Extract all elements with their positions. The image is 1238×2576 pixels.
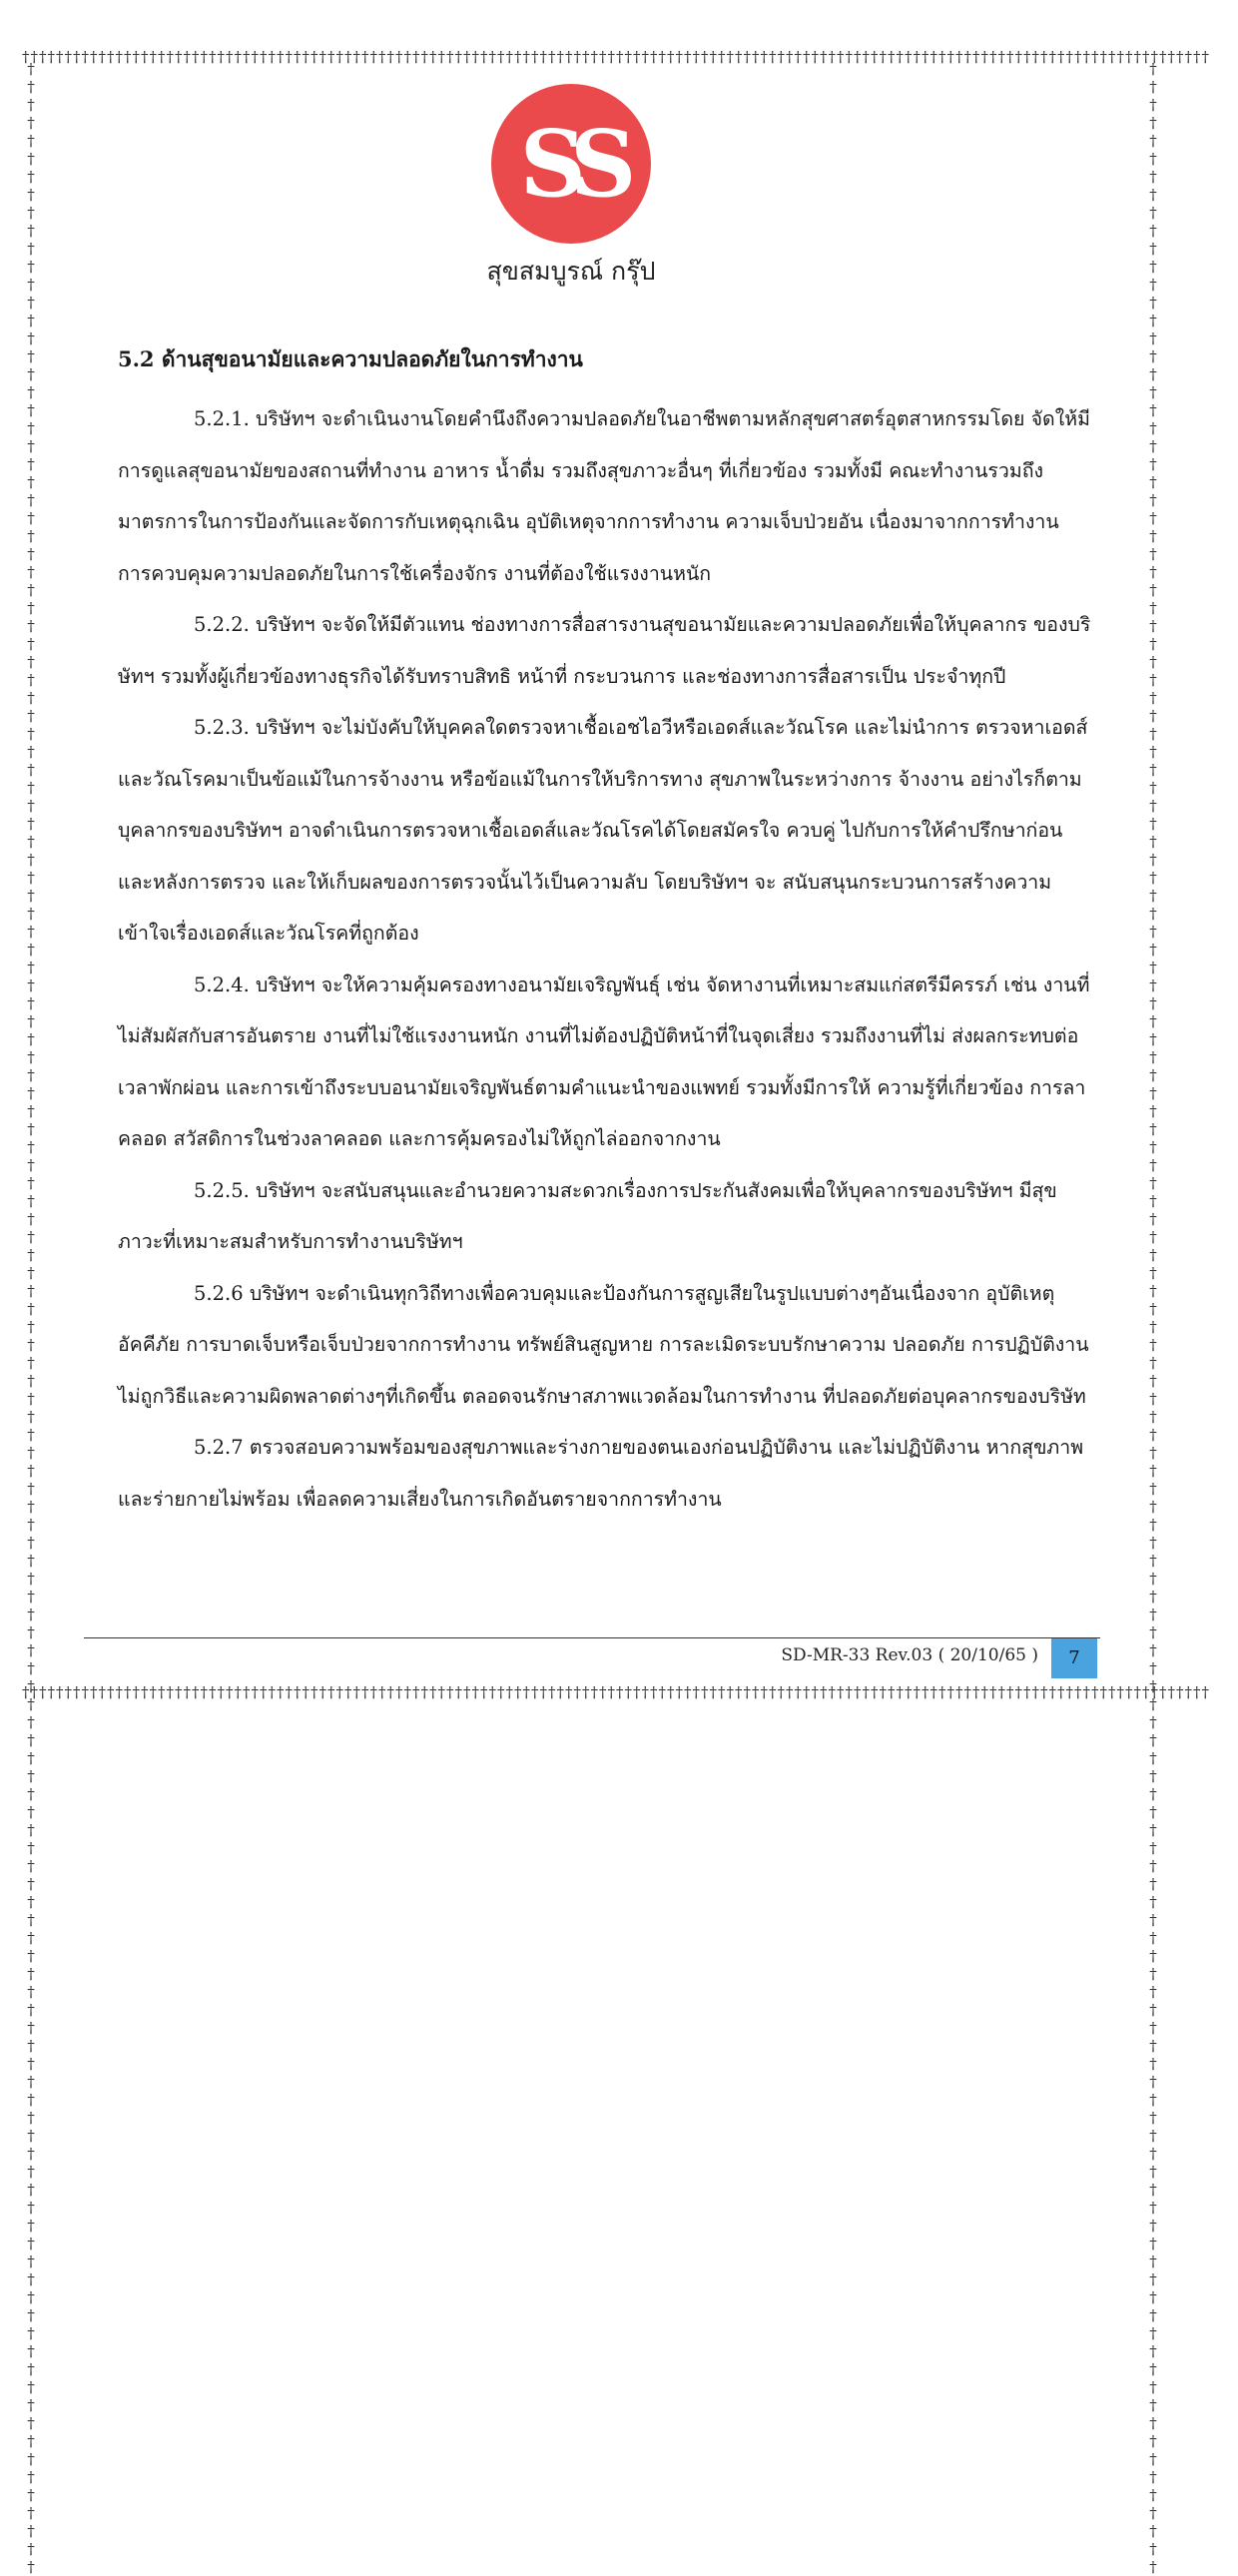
- paragraph-5-2-4: [118, 960, 1091, 1165]
- paragraph-number: 5.2.1.: [194, 407, 250, 430]
- page-number: 7: [1051, 1638, 1097, 1678]
- paragraph-5-2-5: [118, 1165, 1091, 1268]
- document-body: [118, 339, 1091, 1525]
- company-name: สุขสมบูรณ์ กรุ๊ป: [486, 257, 656, 286]
- paragraph-number: 5.2.3.: [194, 716, 250, 739]
- paragraph-5-2-3: [118, 702, 1091, 960]
- paragraph-number: 5.2.4.: [194, 972, 250, 996]
- paragraph-5-2-7: [118, 1422, 1091, 1525]
- paragraph-text: บริษัทฯ จะดำเนินงานโดยคำนึงถึงความปลอดภัยในอาชีพตามหลักสุขศาสตร์อุตสาหกรรมโดย จัดให้มีการดูแลสุขอนามัยของสถานที่ทำงาน อาหาร น้ำดื่ม รวมถึงสุขภาวะอื่นๆ ที่เกี่ยวข้อง รวมทั้งมี คณะทำงานรวมถึงมาตรการในการป้องกันและจัดการกับเหตุฉุกเฉิน อุบัติเหตุจากการทำงาน ความเจ็บป่วยอัน เนื่องมาจากการทำงานการควบคุมความปลอดภัยในการใช้เครื่องจักร งานที่ต้องใช้แรงงานหนัก: [118, 407, 1090, 585]
- paragraph-text: บริษัทฯ จะจัดให้มีตัวแทน ช่องทางการสื่อสารงานสุขอนามัยและความปลอดภัยเพื่อให้บุคลากร ของบริษัทฯ รวมทั้งผู้เกี่ยวข้องทางธุรกิจได้รับทราบสิทธิ หน้าที่ กระบวนการ และช่องทางการสื่อสารเป็น ประจำทุกปี: [118, 613, 1091, 688]
- paragraph-text: บริษัทฯ จะดำเนินทุกวิถีทางเพื่อควบคุมและป้องกันการสูญเสียในรูปแบบต่างๆอันเนื่องจาก อุบัติเหตุ อัคคีภัย การบาดเจ็บหรือเจ็บป่วยจากการทำงาน ทรัพย์สินสูญหาย การละเมิดระบบรักษาความ ปลอดภัย การปฏิบัติงานไม่ถูกวิธีและความผิดพลาดต่างๆที่เกิดขึ้น ตลอดจนรักษาสภาพแวดล้อมในการทำงาน ที่ปลอดภัยต่อบุคลากรของบริษัท: [118, 1281, 1089, 1408]
- paragraph-text: ตรวจสอบความพร้อมของสุขภาพและร่างกายของตนเองก่อนปฏิบัติงาน และไม่ปฏิบัติงาน หากสุขภาพและร่ายกายไม่พร้อม เพื่อลดความเสี่ยงในการเกิดอันตรายจากการทำงาน: [118, 1436, 1084, 1511]
- paragraph-number: 5.2.7: [194, 1436, 244, 1459]
- company-logo-icon: [489, 82, 653, 246]
- page-border-top: ††††††††††††††††††††††††††††††††††††††††††††††††††††††††††††††††††††††††††††††††††††††††††††††††††††††††††††††††††††††††††††††††††††††††††††: [22, 48, 1210, 66]
- paragraph-number: 5.2.6: [194, 1281, 244, 1305]
- document-code: SD-MR-33 Rev.03 ( 20/10/65 ): [781, 1645, 1038, 1665]
- paragraph-5-2-2: [118, 599, 1091, 702]
- svg-text:SS: SS: [519, 110, 623, 218]
- section-title: 5.2 ด้านสุขอนามัยและความปลอดภัยในการทำงาน: [118, 346, 583, 371]
- paragraph-5-2-6: [118, 1268, 1091, 1423]
- paragraph-text: บริษัทฯ จะสนับสนุนและอำนวยความสะดวกเรื่องการประกันสังคมเพื่อให้บุคลากรของบริษัทฯ มีสุขภาวะที่เหมาะสมสำหรับการทำงานบริษัทฯ: [118, 1178, 1057, 1253]
- paragraph-number: 5.2.5.: [194, 1178, 250, 1202]
- paragraph-text: บริษัทฯ จะให้ความคุ้มครองทางอนามัยเจริญพันธุ์ เช่น จัดหางานที่เหมาะสมแก่สตรีมีครรภ์ เช่น งานที่ไม่สัมผัสกับสารอันตราย งานที่ไม่ใช้แรงงานหนัก งานที่ไม่ต้องปฏิบัติหน้าที่ในจุดเสี่ยง รวมถึงงานที่ไม่ ส่งผลกระทบต่อเวลาพักผ่อน และการเข้าถึงระบบอนามัยเจริญพันธ์ตามคำแนะนำของแพทย์ รวมทั้งมีการให้ ความรู้ที่เกี่ยวข้อง การลาคลอด สวัสดิการในช่วงลาคลอด และการคุ้มครองไม่ให้ถูกไล่ออกจากงาน: [118, 972, 1090, 1150]
- paragraph-5-2-1: [118, 393, 1091, 599]
- footer-divider: [84, 1637, 1100, 1638]
- paragraph-text: บริษัทฯ จะไม่บังคับให้บุคคลใดตรวจหาเชื้อเอชไอวีหรือเอดส์และวัณโรค และไม่นำการ ตรวจหาเอดส์และวัณโรคมาเป็นข้อแม้ในการจ้างงาน หรือข้อแม้ในการให้บริการทาง สุขภาพในระหว่างการ จ้างงาน อย่างไรก็ตามบุคลากรของบริษัทฯ อาจดำเนินการตรวจหาเชื้อเอดส์และวัณโรคได้โดยสมัครใจ ควบคู่ ไปกับการให้คำปรึกษาก่อนและหลังการตรวจ และให้เก็บผลของการตรวจนั้นไว้เป็นความลับ โดยบริษัทฯ จะ สนับสนุนกระบวนการสร้างความเข้าใจเรื่องเอดส์และวัณโรคที่ถูกต้อง: [118, 716, 1088, 945]
- page-border-right: ††††††††††††††††††††††††††††††††††††††††††††††††††††††††††††††††††††††††††††††††††††††††††††††††††††††††††††††††††††††††††††††††††††††††††††: [1144, 60, 1162, 2576]
- page-border-left: ††††††††††††††††††††††††††††††††††††††††††††††††††††††††††††††††††††††††††††††††††††††††††††††††††††††††††††††††††††††††††††††††††††††††††††: [22, 60, 40, 2576]
- paragraph-number: 5.2.2.: [194, 613, 250, 636]
- page-border-bottom: ††††††††††††††††††††††††††††††††††††††††††††††††††††††††††††††††††††††††††††††††††††††††††††††††††††††††††††††††††††††††††††††††††††††††††††: [22, 1683, 1210, 1701]
